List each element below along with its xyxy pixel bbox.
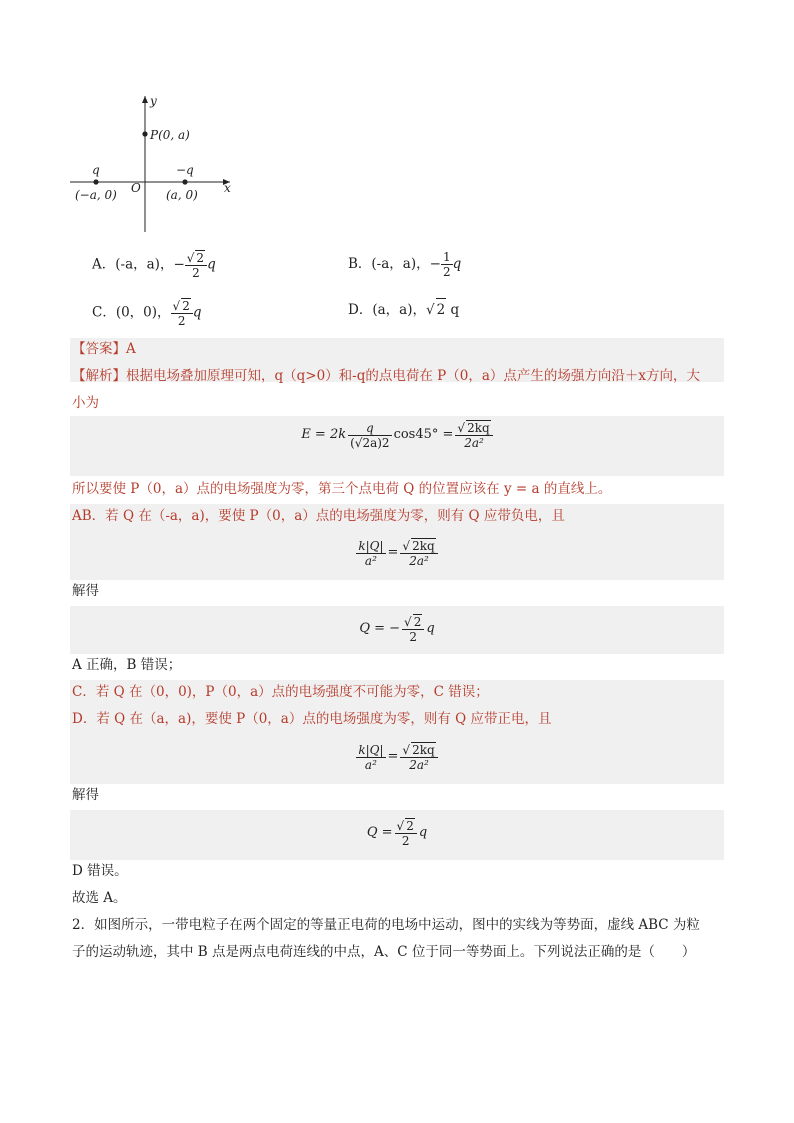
analysis-line-5: A 正确，B 错误； [72, 657, 182, 673]
option-b-fraction: $\frac{1}{2}$ [442, 250, 451, 279]
formula-e: E = 2k $\frac{q}{(√2a)2}$ cos45° = $\frac{√ 2kq}{\text{2a²}}$ [70, 420, 724, 450]
analysis-line-1 [72, 365, 700, 387]
analysis-line-7: D．若 Q 在（a，a)，要使 P（0，a）点的电场强度为零，则有 Q 应带正电，且 [72, 711, 552, 727]
option-b-suffix: q [452, 256, 462, 272]
question-2-line-1: 2．如图所示，一带电粒子在两个固定的等量正电荷的电场中运动，图中的实线为等势面，虚线 ABC 为粒 [72, 917, 700, 933]
option-d-prefix: D．(a，a)， [348, 302, 426, 318]
solve-label-1: 解得 [72, 583, 99, 599]
solve-label-2: 解得 [72, 787, 99, 803]
option-c[interactable] [92, 298, 202, 328]
point-p-label: P(0, a) [150, 128, 190, 142]
question-2-line-2: 子的运动轨迹，其中 B 点是两点电荷连线的中点，A、C 位于同一等势面上。下列说法正确的是（ ） [72, 944, 696, 960]
formula-kq-1: $\frac{k|Q|}{\text{a²}}$ = $\frac{√ 2kq}{\text{2a²}}$ [70, 538, 724, 568]
option-c-suffix: q [192, 304, 202, 321]
x-axis-label: x [224, 181, 231, 195]
formula-kq-2: $\frac{k|Q|}{\text{a²}}$ = $\frac{√ 2kq}{\text{2a²}}$ [70, 742, 724, 772]
option-d-suffix: q [450, 302, 460, 318]
formula-q-negative: Q = − $\frac{√ 2}{2}$ q [359, 615, 435, 644]
analysis-line-8: D 错误。 [72, 863, 128, 879]
option-d[interactable]: D．(a，a)，√ 2 q [348, 298, 459, 321]
analysis-text-1: 根据电场叠加原理可知，q（q>0）和-q的点电荷在 P（0，a）点产生的场强方向沿＋x方向，大 [126, 368, 701, 384]
analysis-line-2: 小为 [72, 395, 99, 411]
option-d-sqrt: 2 [436, 298, 447, 321]
option-a-fraction: $\frac{√ 2}{2}$ [185, 250, 207, 280]
answer-line [72, 338, 136, 360]
option-a-suffix: q [207, 256, 216, 273]
left-charge-dot [93, 179, 98, 184]
option-c-prefix: C．(0，0)， [92, 304, 171, 321]
analysis-line-4: AB．若 Q 在（-a，a)，要使 P（0，a）点的电场强度为零，则有 Q 应带负电，且 [72, 508, 565, 524]
answer-value: A [126, 341, 136, 357]
origin-label: O [131, 181, 141, 195]
formula-q-positive: Q = $\frac{√ 2}{2}$ q [366, 819, 428, 848]
option-b-prefix: B．(-a，a)，− [348, 256, 441, 272]
option-a[interactable] [92, 250, 216, 280]
right-charge-label: −q [176, 163, 194, 177]
analysis-line-9: 故选 A。 [72, 890, 127, 906]
y-axis-label: y [150, 94, 157, 108]
point-p-dot [142, 131, 147, 136]
option-b[interactable] [348, 250, 461, 279]
answer-label: 【答案】 [72, 341, 126, 357]
y-axis-arrow [142, 96, 148, 103]
option-a-prefix: A．(-a，a)，− [92, 256, 185, 273]
left-charge-label: q [92, 163, 100, 177]
right-charge-dot [182, 179, 187, 184]
left-coord-label: (−a, 0) [75, 188, 117, 202]
right-coord-label: (a, 0) [166, 188, 198, 202]
analysis-label: 【解析】 [72, 368, 126, 384]
analysis-line-6: C．若 Q 在（0，0)，P（0，a）点的电场强度不可能为零，C 错误； [72, 684, 489, 700]
option-c-fraction: $\frac{√ 2}{2}$ [171, 298, 193, 328]
analysis-line-3: 所以要使 P（0，a）点的电场强度为零，第三个点电荷 Q 的位置应该在 y = a 的直线上。 [72, 481, 612, 497]
